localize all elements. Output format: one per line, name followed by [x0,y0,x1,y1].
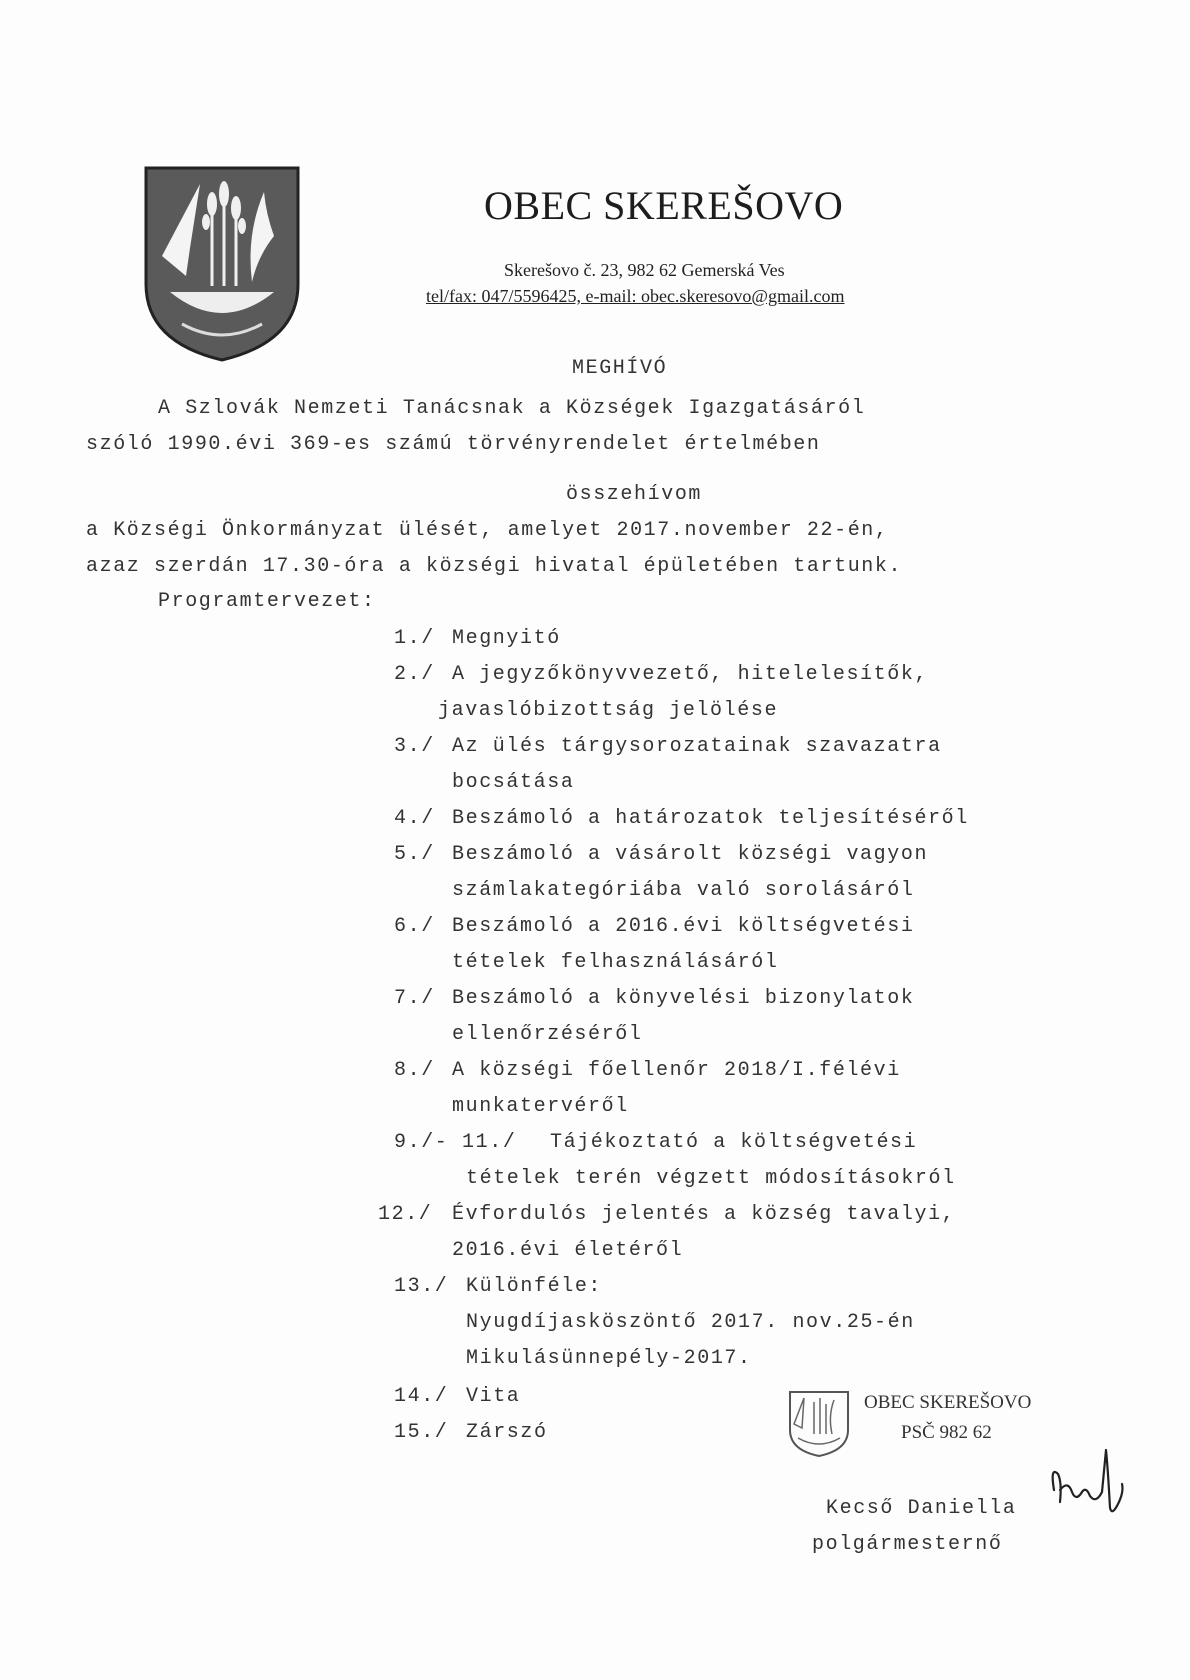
agenda-item-number: 9./- 11./ [394,1131,517,1154]
agenda-item-text: javaslóbizottság jelölése [438,699,779,722]
intro-convene: összehívom [566,483,703,506]
agenda-item-number: 6./ [394,915,435,938]
agenda-item-text: Beszámoló a könyvelési bizonylatok [452,987,915,1010]
agenda-item-number: 13./ [394,1275,449,1298]
signature-icon [1048,1430,1138,1520]
agenda-item-number: 3./ [394,735,435,758]
agenda-item-text: Beszámoló a határozatok teljesítéséről [452,807,969,830]
agenda-item-text: bocsátása [452,771,575,794]
agenda-item-text: tételek terén végzett módosításokról [466,1167,956,1190]
agenda-item-text: Beszámoló a 2016.évi költségvetési [452,915,915,938]
stamp-org-name: OBEC SKEREŠOVO [864,1392,1032,1413]
intro-line: azaz szerdán 17.30-óra a községi hivatal épületében tartunk. [86,555,903,578]
agenda-item-text: Évfordulós jelentés a község tavalyi, [452,1203,956,1226]
agenda-item-text: A jegyzőkönyvvezető, hitelelesítők, [452,663,929,686]
agenda-item-text: Zárszó [466,1421,548,1444]
coat-of-arms-icon [142,164,302,364]
stamp-postal-code: PSČ 982 62 [901,1422,992,1443]
agenda-item-number: 12./ [378,1203,433,1226]
address-line: Skerešovo č. 23, 982 62 Gemerská Ves [504,260,785,280]
agenda-item-text: Tájékoztató a költségvetési [550,1131,918,1154]
intro-line: A Szlovák Nemzeti Tanácsnak a Községek Igazgatásáról [158,397,866,420]
official-stamp [786,1388,1046,1462]
organization-name: OBEC SKEREŠOVO [484,183,844,228]
agenda-item-text: tételek felhasználásáról [452,951,779,974]
agenda-item-text: Vita [466,1385,521,1408]
agenda-item-text: számlakategóriába való sorolásáról [452,879,915,902]
agenda-item-text: munkatervéről [452,1095,629,1118]
agenda-item-number: 15./ [394,1421,449,1444]
agenda-item-text: Nyugdíjasköszöntő 2017. nov.25-én [466,1311,915,1334]
agenda-item-text: Az ülés tárgysorozatainak szavazatra [452,735,942,758]
agenda-item-number: 1./ [394,627,435,650]
agenda-item-number: 4./ [394,807,435,830]
agenda-item-text: Beszámoló a vásárolt községi vagyon [452,843,929,866]
agenda-item-text: A községi főellenőr 2018/I.félévi [452,1059,901,1082]
agenda-item-text: Mikulásünnepély-2017. [466,1347,752,1370]
agenda-item-text: 2016.évi életéről [452,1239,684,1262]
signatory-name: Kecső Daniella [826,1497,1017,1520]
stamp-crest-icon [786,1388,852,1458]
agenda-item-text: ellenőrzéséről [452,1023,643,1046]
intro-line: a Községi Önkormányzat ülését, amelyet 2017.november 22-én, [86,519,889,542]
agenda-item-number: 7./ [394,987,435,1010]
agenda-item-number: 2./ [394,663,435,686]
agenda-item-number: 14./ [394,1385,449,1408]
contact-line: tel/fax: 047/5596425, e-mail: obec.skeresovo@gmail.com [426,286,845,306]
agenda-heading: Programtervezet: [158,590,376,613]
intro-line: szóló 1990.évi 369-es számú törvényrendelet értelmében [86,433,821,456]
agenda-item-text: Különféle: [466,1275,603,1298]
agenda-item-number: 5./ [394,843,435,866]
signatory-role: polgármesternő [812,1533,1003,1556]
agenda-item-number: 8./ [394,1059,435,1082]
agenda-item-text: Megnyitó [452,627,561,650]
letter-title: MEGHÍVÓ [572,357,668,380]
